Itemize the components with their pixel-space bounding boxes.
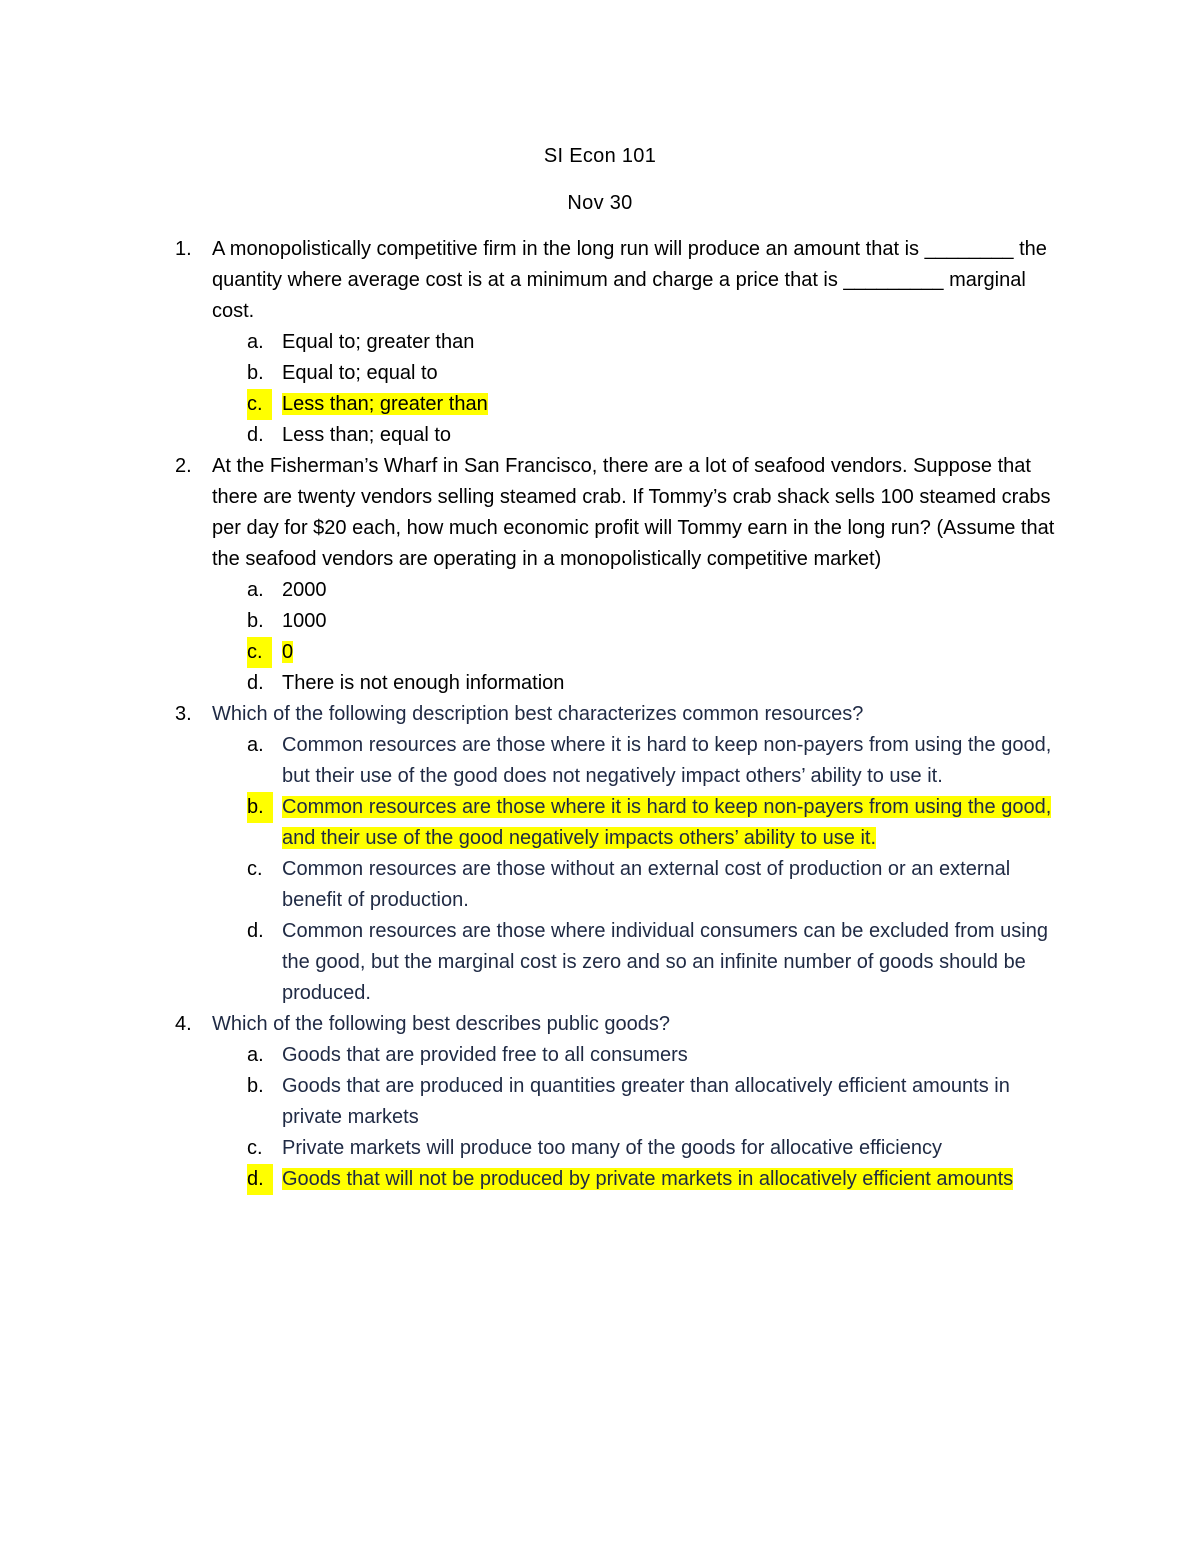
option-text: There is not enough information: [282, 672, 565, 694]
option-letter: a.: [247, 331, 264, 353]
option-text: Common resources are those where it is hard to keep non-payers from using the good, and their use of the good negatively impacts others’ ability to use it.: [282, 796, 1052, 849]
option-c-highlighted-answer: [212, 637, 1070, 668]
option-letter: c.: [247, 858, 263, 880]
option-letter: b.: [247, 1075, 264, 1097]
option-text: 0: [282, 641, 294, 663]
option-letter: c.: [247, 1137, 263, 1159]
option-letter: d.: [247, 424, 264, 446]
question-number: 4.: [175, 1013, 192, 1035]
question-text: At the Fisherman’s Wharf in San Francisco, there are a lot of seafood vendors. Suppose that there are twenty vendors selling steamed crab. If Tommy’s crab shack sells 100 steamed crabs per day for $20 each, how much economic profit will Tommy earn in the long run? (Assume that the seafood vendors are operating in a monopolistically competitive market): [212, 455, 1055, 570]
option-text: Common resources are those where individual consumers can be excluded from using the good, but the marginal cost is zero and so an infinite number of goods should be produced.: [282, 920, 1048, 1004]
option-a: [212, 575, 1070, 606]
option-b: [212, 606, 1070, 637]
question-text: Which of the following best describes public goods?: [212, 1013, 671, 1035]
option-d: [212, 420, 1070, 451]
question-text: A monopolistically competitive firm in the long run will produce an amount that is ________ the quantity where average cost is at a minimum and charge a price that is _________ marginal cost.: [212, 238, 1047, 322]
option-letter: b.: [247, 610, 264, 632]
option-text: Less than; equal to: [282, 424, 452, 446]
option-text: 2000: [282, 579, 327, 601]
option-list: [212, 575, 1070, 699]
option-letter: d.: [247, 672, 264, 694]
option-list: [212, 327, 1070, 451]
option-letter: c.: [247, 389, 272, 420]
option-letter: b.: [247, 792, 273, 823]
option-letter: a.: [247, 734, 264, 756]
option-text: Less than; greater than: [282, 393, 488, 415]
option-d: [212, 916, 1070, 1009]
option-c: [212, 1133, 1070, 1164]
question-number: 3.: [175, 703, 192, 725]
option-a: [212, 327, 1070, 358]
option-letter: a.: [247, 579, 264, 601]
option-b: [212, 1071, 1070, 1133]
question-number: 2.: [175, 455, 192, 477]
option-letter: d.: [247, 920, 264, 942]
option-letter: a.: [247, 1044, 264, 1066]
option-letter: d.: [247, 1164, 273, 1195]
option-d-highlighted-answer: [212, 1164, 1070, 1195]
option-text: Goods that are produced in quantities greater than allocatively efficient amounts in private markets: [282, 1075, 1010, 1128]
option-text: Common resources are those without an external cost of production or an external benefit of production.: [282, 858, 1011, 911]
option-text: Equal to; greater than: [282, 331, 475, 353]
option-b-highlighted-answer: [212, 792, 1070, 854]
option-text: Goods that are provided free to all consumers: [282, 1044, 688, 1066]
question-4: [0, 1009, 1200, 1195]
option-c: [212, 854, 1070, 916]
option-list: [212, 1040, 1070, 1195]
option-b: [212, 358, 1070, 389]
option-a: [212, 1040, 1070, 1071]
option-letter: c.: [247, 637, 272, 668]
option-a: [212, 730, 1070, 792]
option-c-highlighted-answer: [212, 389, 1070, 420]
question-text: Which of the following description best characterizes common resources?: [212, 703, 864, 725]
option-text: 1000: [282, 610, 327, 632]
question-list: [0, 234, 1200, 1195]
question-number: 1.: [175, 238, 192, 260]
option-d: [212, 668, 1070, 699]
question-3: [0, 699, 1200, 1009]
option-text: Common resources are those where it is hard to keep non-payers from using the good, but their use of the good does not negatively impact others’ ability to use it.: [282, 734, 1052, 787]
document-date: Nov 30: [567, 192, 633, 214]
question-2: [0, 451, 1200, 699]
option-list: [212, 730, 1070, 1009]
option-letter: b.: [247, 362, 264, 384]
option-text: Private markets will produce too many of the goods for allocative efficiency: [282, 1137, 942, 1159]
question-1: [0, 234, 1200, 451]
document-title: SI Econ 101: [543, 145, 657, 167]
option-text: Goods that will not be produced by private markets in allocatively efficient amounts: [282, 1168, 1014, 1190]
option-text: Equal to; equal to: [282, 362, 438, 384]
